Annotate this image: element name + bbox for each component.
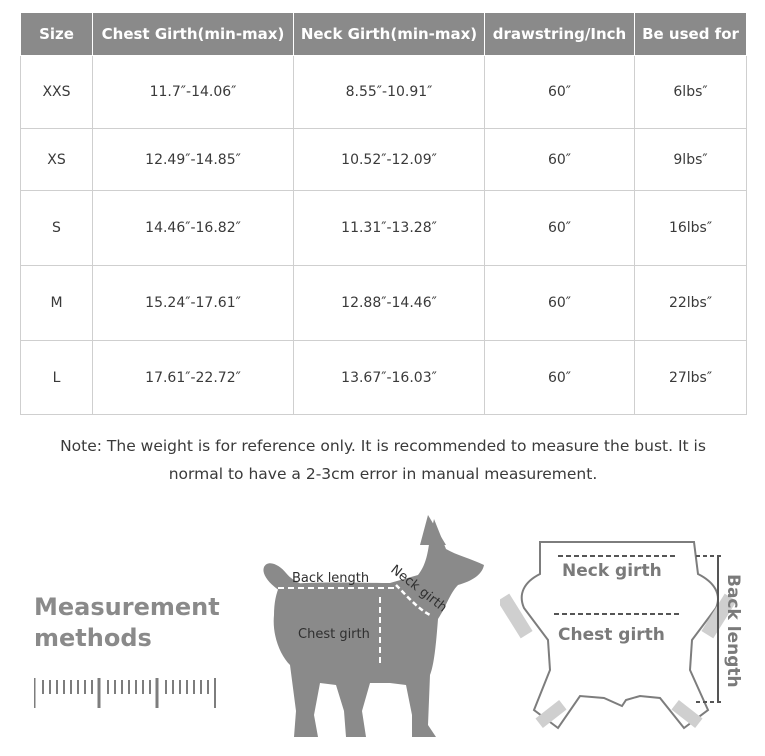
table-row <box>21 129 747 191</box>
garment-measurement-diagram <box>500 530 758 750</box>
note-text <box>20 432 746 488</box>
chest-cell: 14.46″-16.82″ <box>93 191 294 266</box>
garment-back-length-label: Back length <box>723 574 743 688</box>
measurement-methods-title <box>34 592 220 654</box>
drawstring-cell: 60″ <box>485 191 635 266</box>
measurement-title-line-1: Measurement <box>34 593 220 621</box>
dog-chest-girth-label: Chest girth <box>298 627 370 642</box>
drawstring-cell: 60″ <box>485 129 635 191</box>
weight-cell: 6lbs″ <box>635 56 747 129</box>
neck-cell: 10.52″-12.09″ <box>294 129 485 191</box>
neck-cell: 11.31″-13.28″ <box>294 191 485 266</box>
header-size: Size <box>21 13 93 56</box>
size-cell: L <box>21 341 93 415</box>
note-line-2: normal to have a 2-3cm error in manual measurement. <box>168 465 598 483</box>
weight-cell: 9lbs″ <box>635 129 747 191</box>
size-cell: XS <box>21 129 93 191</box>
size-cell: S <box>21 191 93 266</box>
note-line-1: Note: The weight is for reference only. It is recommended to measure the bust. It is <box>60 437 706 455</box>
drawstring-cell: 60″ <box>485 266 635 341</box>
table-row <box>21 266 747 341</box>
weight-cell: 16lbs″ <box>635 191 747 266</box>
header-used-for: Be used for <box>635 13 747 56</box>
chest-cell: 11.7″-14.06″ <box>93 56 294 129</box>
chest-cell: 12.49″-14.85″ <box>93 129 294 191</box>
neck-cell: 8.55″-10.91″ <box>294 56 485 129</box>
dog-neck-girth-label: Neck girth <box>387 562 450 616</box>
header-neck-girth: Neck Girth(min-max) <box>294 13 485 56</box>
size-cell: M <box>21 266 93 341</box>
drawstring-cell: 60″ <box>485 56 635 129</box>
garment-neck-girth-label: Neck girth <box>562 561 662 581</box>
neck-cell: 13.67″-16.03″ <box>294 341 485 415</box>
chest-cell: 17.61″-22.72″ <box>93 341 294 415</box>
garment-chest-girth-label: Chest girth <box>558 625 665 645</box>
table-row <box>21 56 747 129</box>
header-drawstring: drawstring/Inch <box>485 13 635 56</box>
neck-cell: 12.88″-14.46″ <box>294 266 485 341</box>
chest-cell: 15.24″-17.61″ <box>93 266 294 341</box>
weight-cell: 22lbs″ <box>635 266 747 341</box>
measurement-title-line-2: methods <box>34 624 152 652</box>
dog-measurement-diagram <box>250 515 490 750</box>
ruler-icon <box>34 674 216 712</box>
table-header-row <box>21 13 747 56</box>
dog-back-length-label: Back length <box>292 571 370 586</box>
dog-silhouette-icon <box>263 515 484 737</box>
drawstring-cell: 60″ <box>485 341 635 415</box>
table-row <box>21 191 747 266</box>
header-chest-girth: Chest Girth(min-max) <box>93 13 294 56</box>
size-cell: XXS <box>21 56 93 129</box>
size-chart-table <box>20 12 747 415</box>
weight-cell: 27lbs″ <box>635 341 747 415</box>
table-row <box>21 341 747 415</box>
